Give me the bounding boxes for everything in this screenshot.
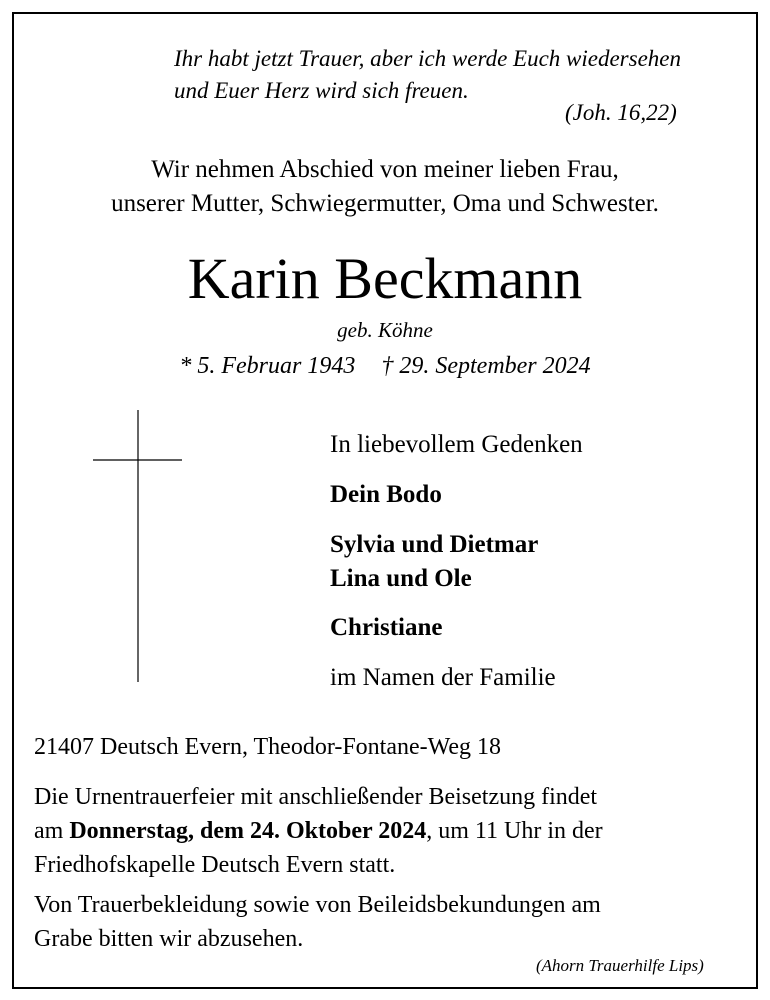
bible-quote-line-1: Ihr habt jetzt Trauer, aber ich werde Euch wiedersehen bbox=[174, 46, 681, 71]
intro-line-1: Wir nehmen Abschied von meiner lieben Frau, bbox=[151, 156, 619, 183]
bible-quote-reference: (Joh. 16,22) bbox=[565, 100, 677, 125]
birth-name: geb. Köhne bbox=[337, 318, 433, 342]
request-line-1: Von Trauerbekleidung sowie von Beileidsbekundungen am bbox=[34, 892, 601, 918]
ceremony-date: Donnerstag, dem 24. Oktober 2024 bbox=[69, 818, 427, 844]
address: 21407 Deutsch Evern, Theodor-Fontane-Weg 18 bbox=[34, 734, 502, 760]
undertaker-credit: (Ahorn Trauerhilfe Lips) bbox=[536, 956, 704, 975]
ceremony-line-2-suffix: , um 11 Uhr in der bbox=[426, 818, 603, 844]
birth-date: * 5. Februar 1943 bbox=[179, 353, 356, 379]
ceremony-line-1: Die Urnentrauerfeier mit anschließender Beisetzung findet bbox=[34, 784, 598, 810]
mourner-lina-ole: Lina und Ole bbox=[330, 565, 472, 592]
ceremony-line-3: Friedhofskapelle Deutsch Evern statt. bbox=[34, 852, 396, 878]
mourners-heading: In liebevollem Gedenken bbox=[330, 431, 583, 458]
bible-quote-line-2: und Euer Herz wird sich freuen. bbox=[174, 78, 469, 103]
ceremony-line-2 bbox=[34, 814, 603, 848]
mourner-christiane: Christiane bbox=[330, 614, 443, 641]
mourners-closing: im Namen der Familie bbox=[330, 664, 556, 691]
mourner-bodo: Dein Bodo bbox=[330, 481, 442, 508]
deceased-name: Karin Beckmann bbox=[187, 246, 583, 311]
intro-line-2: unserer Mutter, Schwiegermutter, Oma und Schwester. bbox=[111, 190, 659, 217]
death-date: † 29. September 2024 bbox=[381, 353, 591, 379]
mourner-sylvia-dietmar: Sylvia und Dietmar bbox=[330, 531, 539, 558]
ceremony-line-2-prefix: am bbox=[34, 818, 70, 844]
request-line-2: Grabe bitten wir abzusehen. bbox=[34, 926, 304, 952]
